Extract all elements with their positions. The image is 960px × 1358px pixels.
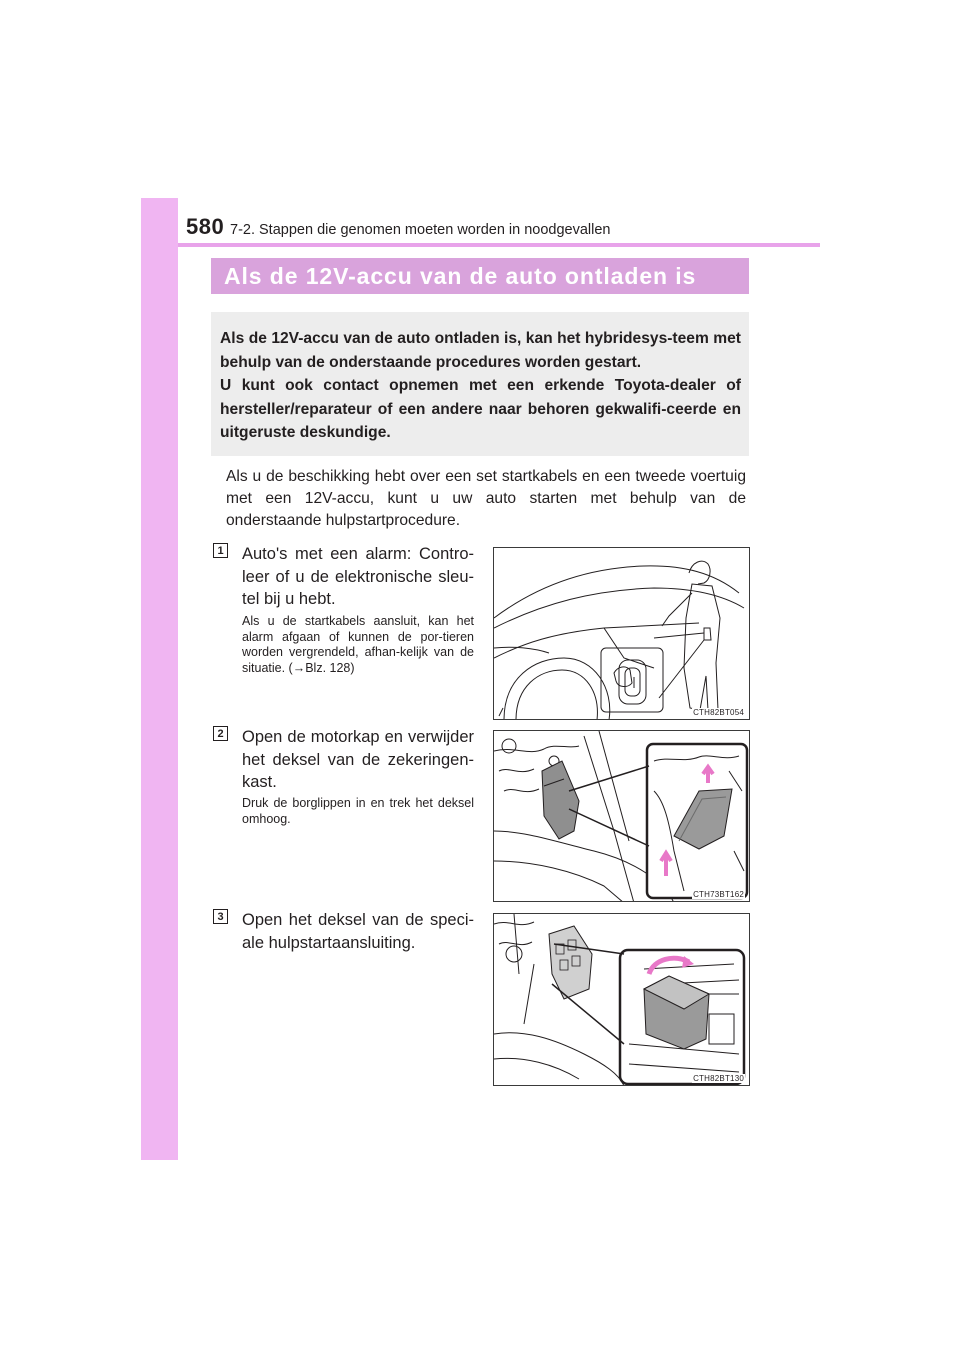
- jump-start-terminal-illustration: [494, 914, 750, 1086]
- figure-fuse-box: [493, 730, 750, 902]
- step-2-text: Open de motorkap en verwijder het deksel van de zekeringen-kast.: [242, 728, 474, 791]
- car-and-key-illustration: [494, 548, 750, 720]
- step-1-note: Als u de startkabels aansluit, kan het alarm afgaan of kunnen de por-tieren worden vergrendeld, afhan-kelijk van de situatie. (→Blz. 128): [242, 614, 474, 675]
- figure-code-1: CTH82BT054: [693, 708, 744, 717]
- figure-code-3: CTH82BT130: [693, 1074, 744, 1083]
- step-number-3: 3: [213, 909, 228, 924]
- page-number: 580: [186, 214, 225, 239]
- step-number-2: 2: [213, 726, 228, 741]
- header-rule: [178, 243, 820, 247]
- figure-code-2: CTH73BT162: [693, 890, 744, 899]
- intro-text: Als de 12V-accu van de auto ontladen is, kan het hybridesys-teem met behulp van de onderstaande procedures worden gestart.: [220, 330, 741, 371]
- running-header: 7-2. Stappen die genomen moeten worden in noodgevallen: [230, 222, 611, 238]
- intro-box: [211, 312, 749, 456]
- figure-key-check: [493, 547, 750, 720]
- intro-text-2: U kunt ook contact opnemen met een erkende Toyota-dealer of hersteller/reparateur of een andere naar behoren gekwalifi-ceerde en uitgeruste deskundige.: [220, 377, 741, 441]
- body-paragraph: Als u de beschikking hebt over een set startkabels en een tweede voertuig met een 12V-accu, kunt u uw auto starten met behulp van de onderstaande hulpstartprocedure.: [226, 468, 746, 529]
- section-title: Als de 12V-accu van de auto ontladen is: [224, 262, 697, 289]
- section-title-bar: [211, 258, 749, 294]
- step-number-1: 1: [213, 543, 228, 558]
- fuse-box-illustration: [494, 731, 750, 902]
- step-1-text: Auto's met een alarm: Contro-leer of u de elektronische sleu-tel bij u hebt.: [242, 545, 474, 608]
- chapter-side-tab: [141, 198, 178, 1160]
- figure-jump-start-terminal: [493, 913, 750, 1086]
- step-3-text: Open het deksel van de speci-ale hulpstartaansluiting.: [242, 911, 474, 952]
- step-2-note: Druk de borglippen in en trek het deksel omhoog.: [242, 796, 474, 826]
